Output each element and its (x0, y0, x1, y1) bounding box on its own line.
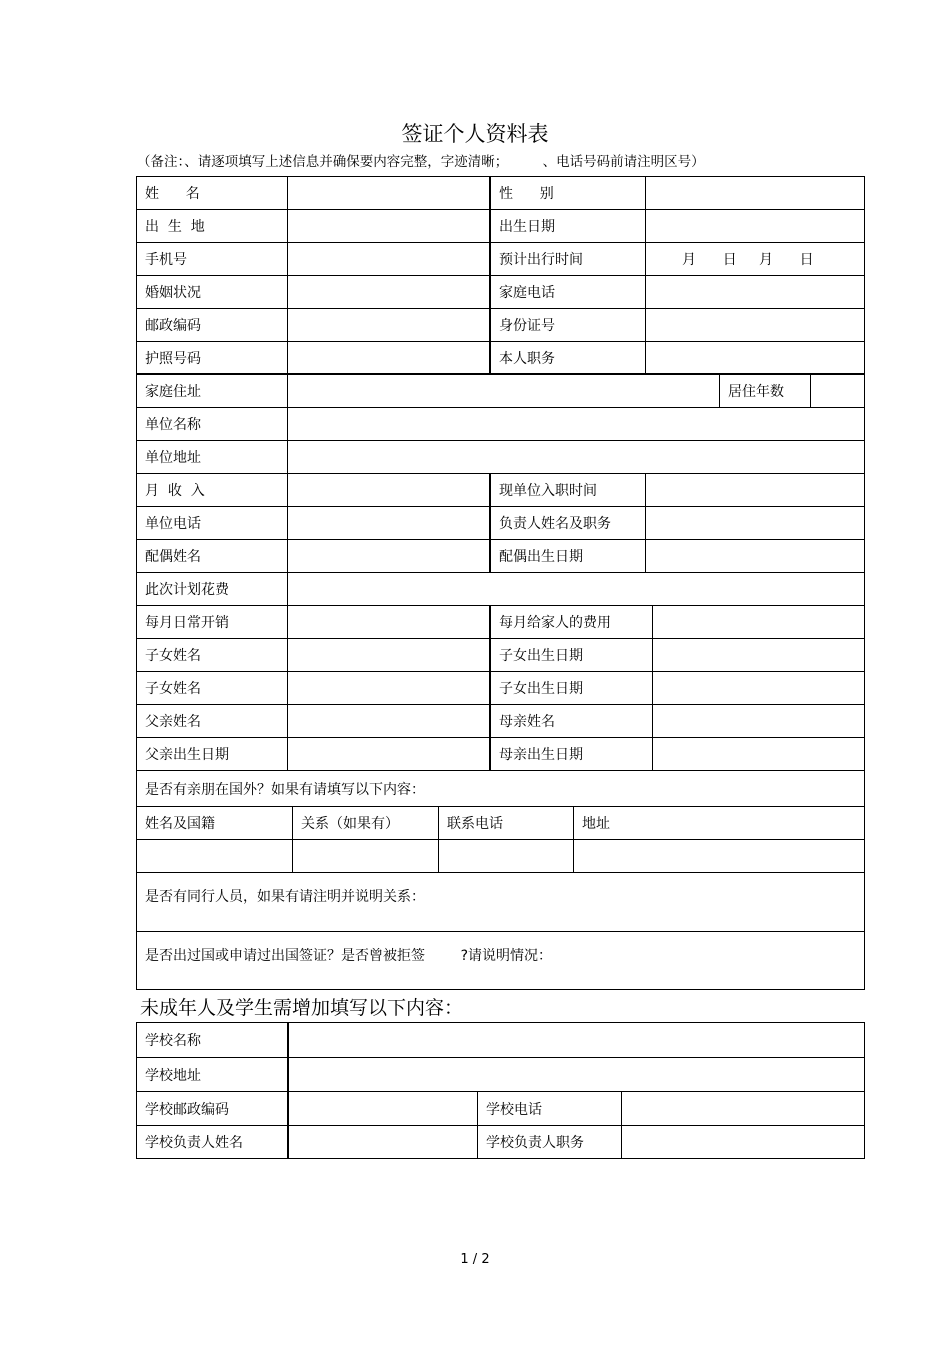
col-rel-name-nat: 姓名及国籍 (145, 816, 215, 832)
row-trip-cost (137, 573, 864, 606)
label-child-birth-2: 子女出生日期 (499, 681, 583, 697)
label-income: 月 收 入 (145, 483, 205, 499)
input-rel-phone[interactable] (439, 840, 574, 872)
col-rel-address: 地址 (582, 816, 610, 832)
row-postcode (137, 309, 864, 342)
input-school-postcode[interactable] (289, 1092, 477, 1125)
row-visa-history (137, 932, 864, 989)
row-mobile (137, 243, 864, 276)
label-birthplace: 出 生 地 (145, 219, 205, 235)
input-child-name-2[interactable] (288, 672, 490, 704)
label-residence-years: 居住年数 (728, 384, 784, 400)
input-birthdate[interactable] (646, 210, 865, 242)
input-rel-address[interactable] (574, 840, 865, 872)
label-mother-name: 母亲姓名 (499, 714, 555, 730)
input-name[interactable] (288, 177, 490, 209)
row-employer-address (137, 441, 864, 474)
input-id-no[interactable] (646, 309, 865, 341)
input-home-address[interactable] (288, 375, 719, 407)
students-heading: 未成年人及学生需增加填写以下内容： (140, 997, 464, 1019)
label-mobile: 手机号 (145, 252, 187, 268)
row-school-name (137, 1023, 864, 1058)
input-child-birth-2[interactable] (653, 672, 865, 704)
input-mobile[interactable] (288, 243, 490, 275)
label-entry-time: 现单位入职时间 (499, 483, 597, 499)
label-father-name: 父亲姓名 (145, 714, 201, 730)
label-companions[interactable]: 是否有同行人员，如果有请注明并说明关系： (145, 889, 425, 905)
input-mother-birth[interactable] (653, 738, 865, 770)
input-employer[interactable] (288, 408, 865, 440)
row-employer-phone (137, 507, 864, 540)
row-child-1 (137, 639, 864, 672)
page-number: 1 / 2 (460, 1252, 490, 1267)
label-trip-cost: 此次计划花费 (145, 582, 229, 598)
col-rel-relation: 关系（如果有） (301, 816, 399, 832)
label-home-phone: 家庭电话 (499, 285, 555, 301)
row-school-address (137, 1058, 864, 1092)
input-employer-phone[interactable] (288, 507, 490, 539)
input-entry-time[interactable] (646, 474, 865, 506)
input-father-name[interactable] (288, 705, 490, 737)
label-child-name-1: 子女姓名 (145, 648, 201, 664)
input-school-phone[interactable] (622, 1092, 865, 1125)
label-id-no: 身份证号 (499, 318, 555, 334)
label-marital: 婚姻状况 (145, 285, 201, 301)
row-marital (137, 276, 864, 309)
row-companions (137, 873, 864, 932)
input-income[interactable] (288, 474, 490, 506)
label-family-support: 每月给家人的费用 (499, 615, 611, 631)
input-spouse-name[interactable] (288, 540, 490, 572)
label-child-name-2: 子女姓名 (145, 681, 201, 697)
label-school-head-name: 学校负责人姓名 (145, 1135, 243, 1151)
label-postcode: 邮政编码 (145, 318, 201, 334)
row-child-2 (137, 672, 864, 705)
input-rel-name-nat[interactable] (137, 840, 292, 872)
input-home-phone[interactable] (646, 276, 865, 308)
label-name: 姓 名 (145, 186, 200, 202)
label-home-address: 家庭住址 (145, 384, 201, 400)
input-mother-name[interactable] (653, 705, 865, 737)
label-passport: 护照号码 (145, 350, 201, 367)
row-name-gender (137, 177, 864, 210)
label-school-postcode: 学校邮政编码 (145, 1101, 229, 1118)
input-manager[interactable] (646, 507, 865, 539)
label-spouse-birth: 配偶出生日期 (499, 549, 583, 565)
label-school-name: 学校名称 (145, 1033, 201, 1049)
label-position: 本人职务 (499, 350, 555, 367)
row-relatives-abroad (137, 771, 864, 807)
label-travel-time: 预计出行时间 (499, 252, 583, 268)
label-gender: 性 别 (499, 186, 554, 202)
input-marital[interactable] (288, 276, 490, 308)
label-employer-phone: 单位电话 (145, 516, 201, 532)
input-postcode[interactable] (288, 309, 490, 341)
input-trip-cost[interactable] (288, 573, 865, 605)
input-rel-relation[interactable] (293, 840, 439, 872)
label-school-address: 学校地址 (145, 1067, 201, 1084)
input-child-birth-1[interactable] (653, 639, 865, 671)
students-table (136, 1022, 865, 1159)
col-rel-phone: 联系电话 (447, 816, 503, 832)
label-relatives-abroad: 是否有亲朋在国外？如果有请填写以下内容： (145, 781, 425, 798)
input-child-name-1[interactable] (288, 639, 490, 671)
row-birthplace (137, 210, 864, 243)
row-passport (137, 342, 864, 375)
label-employer-address: 单位地址 (145, 450, 201, 466)
input-monthly-cost[interactable] (288, 606, 490, 638)
row-employer (137, 408, 864, 441)
input-school-head-name[interactable] (289, 1126, 477, 1158)
input-father-birth[interactable] (288, 738, 490, 770)
label-child-birth-1: 子女出生日期 (499, 648, 583, 664)
label-father-birth: 父亲出生日期 (145, 747, 229, 763)
label-school-phone: 学校电话 (486, 1101, 542, 1118)
personal-info-table (136, 176, 865, 990)
input-employer-address[interactable] (288, 441, 865, 473)
label-spouse-name: 配偶姓名 (145, 549, 201, 565)
row-parents-name (137, 705, 864, 738)
label-employer: 单位名称 (145, 417, 201, 433)
input-passport[interactable] (288, 342, 490, 373)
row-home-address (137, 375, 864, 408)
label-visa-history[interactable]: 是否出过国或申请过出国签证？是否曾被拒签 ?请说明情况： (145, 948, 553, 964)
input-position[interactable] (646, 342, 865, 373)
label-birthdate: 出生日期 (499, 219, 555, 235)
row-parents-birth (137, 738, 864, 771)
label-manager: 负责人姓名及职务 (499, 516, 611, 532)
input-school-name[interactable] (289, 1023, 865, 1057)
input-family-support[interactable] (653, 606, 865, 638)
label-monthly-cost: 每月日常开销 (145, 615, 229, 631)
input-school-head-position[interactable] (622, 1126, 865, 1158)
page-title: 签证个人资料表 (401, 122, 549, 146)
row-relatives-header (137, 807, 864, 840)
row-school-postcode (137, 1092, 864, 1126)
input-birthplace[interactable] (288, 210, 490, 242)
input-school-address[interactable] (289, 1058, 865, 1091)
form-note: （备注：、请逐项填写上述信息并确保要内容完整，字迹清晰； 、电话号码前请注明区号） (137, 154, 705, 170)
input-spouse-birth[interactable] (646, 540, 865, 572)
label-mother-birth: 母亲出生日期 (499, 747, 583, 763)
row-relatives-entry (137, 840, 864, 873)
input-gender[interactable] (646, 177, 865, 209)
row-school-head (137, 1126, 864, 1158)
input-travel-time[interactable]: 月 日 月 日 (682, 252, 814, 268)
row-income (137, 474, 864, 507)
row-monthly-cost (137, 606, 864, 639)
label-school-head-position: 学校负责人职务 (486, 1135, 584, 1151)
row-spouse (137, 540, 864, 573)
input-residence-years[interactable] (811, 375, 865, 407)
